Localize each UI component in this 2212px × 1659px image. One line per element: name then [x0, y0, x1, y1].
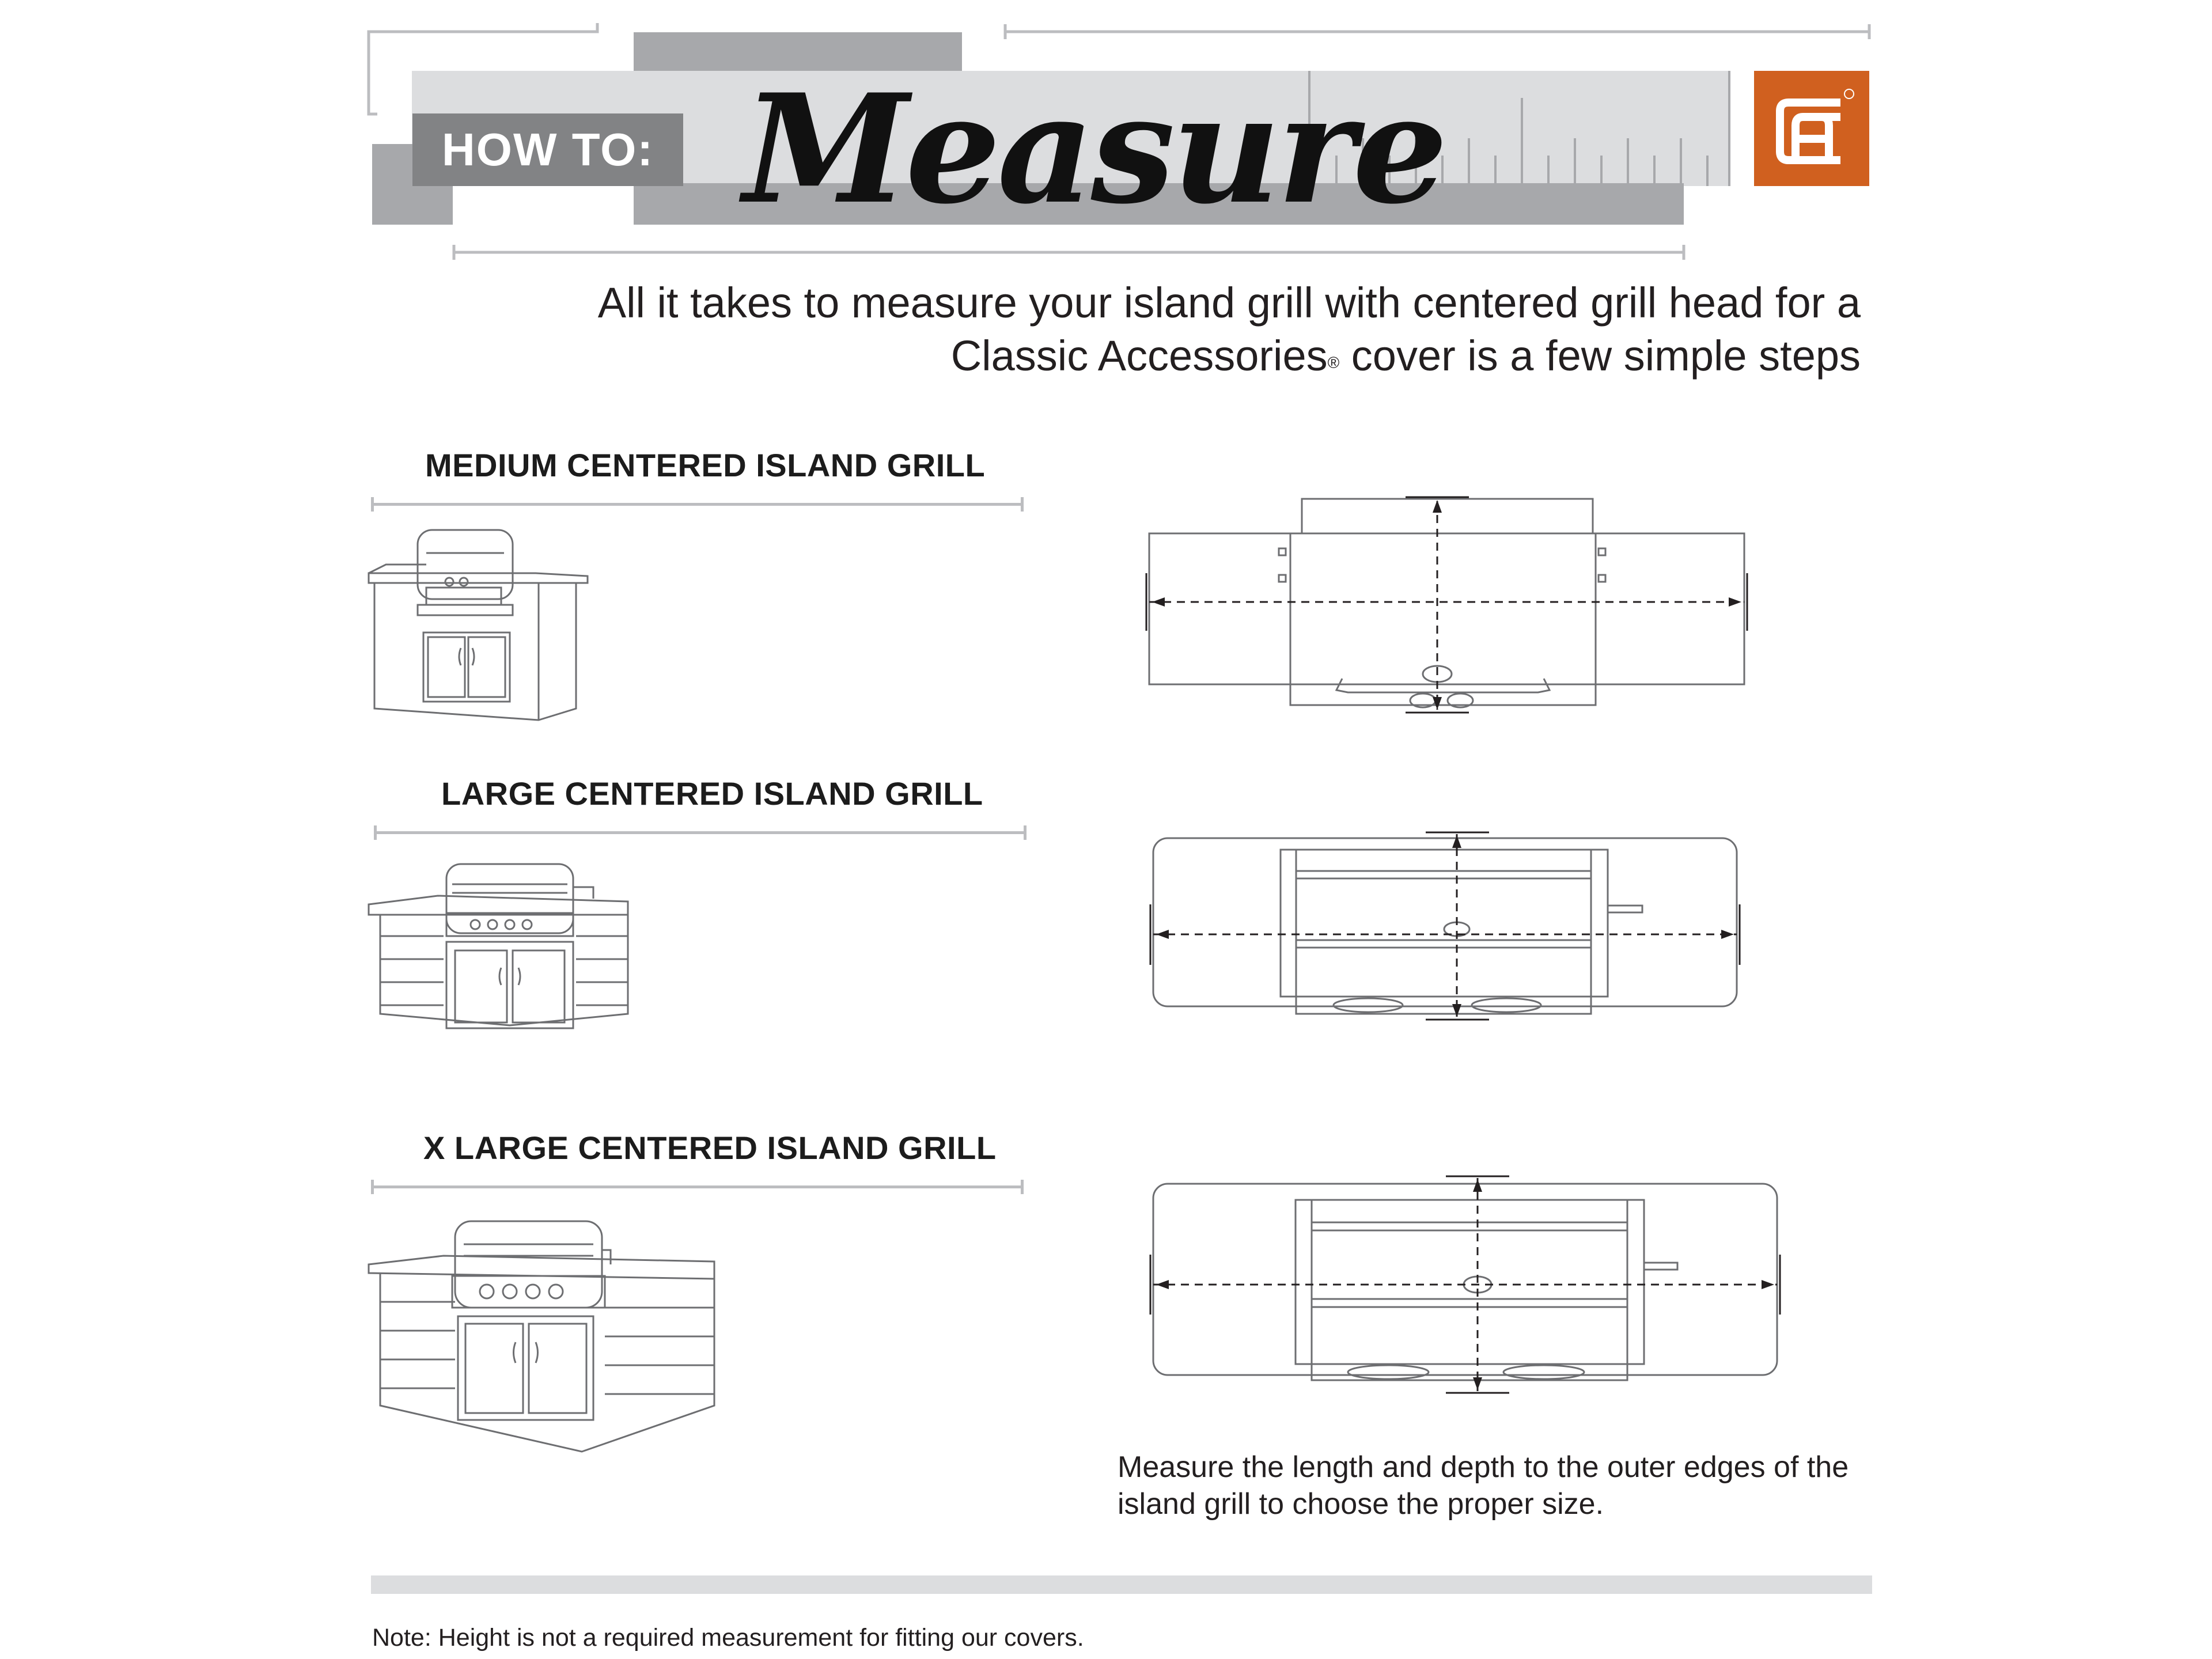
section-divider-large	[374, 831, 1027, 834]
classic-accessories-logo-icon	[1754, 71, 1869, 186]
section-title-large: LARGE CENTERED ISLAND GRILL	[441, 775, 983, 812]
header-title: Measure	[743, 62, 1445, 237]
intro-line-1: All it takes to measure your island grill with centered grill head for a	[597, 279, 1861, 327]
medium-top-view-diagram	[1129, 484, 1728, 737]
registered-mark: ®	[1327, 354, 1340, 372]
x-large-top-view-diagram	[1129, 1164, 1803, 1406]
medium-grill-illustration	[363, 518, 605, 726]
how-to-label: HOW TO:	[412, 113, 683, 186]
x-large-grill-illustration	[363, 1210, 720, 1452]
intro-line-2	[421, 329, 1861, 382]
intro-text	[421, 276, 1861, 382]
measure-instruction: Measure the length and depth to the outer edges of the island grill to choose the proper size.	[1118, 1450, 1849, 1521]
section-title-medium: MEDIUM CENTERED ISLAND GRILL	[425, 447, 986, 483]
section-title-x-large: X LARGE CENTERED ISLAND GRILL	[423, 1130, 997, 1166]
section-divider-medium	[371, 503, 1024, 506]
height-note: Note: Height is not a required measurement for fitting our covers.	[372, 1624, 1084, 1652]
large-top-view-diagram	[1129, 818, 1763, 1048]
intro-brand: Classic Accessories	[950, 332, 1328, 380]
footer-divider-bar	[371, 1575, 1872, 1594]
section-divider-x-large	[371, 1185, 1024, 1188]
large-grill-illustration	[363, 853, 662, 1060]
intro-line-2-rest: cover is a few simple steps	[1339, 332, 1861, 380]
